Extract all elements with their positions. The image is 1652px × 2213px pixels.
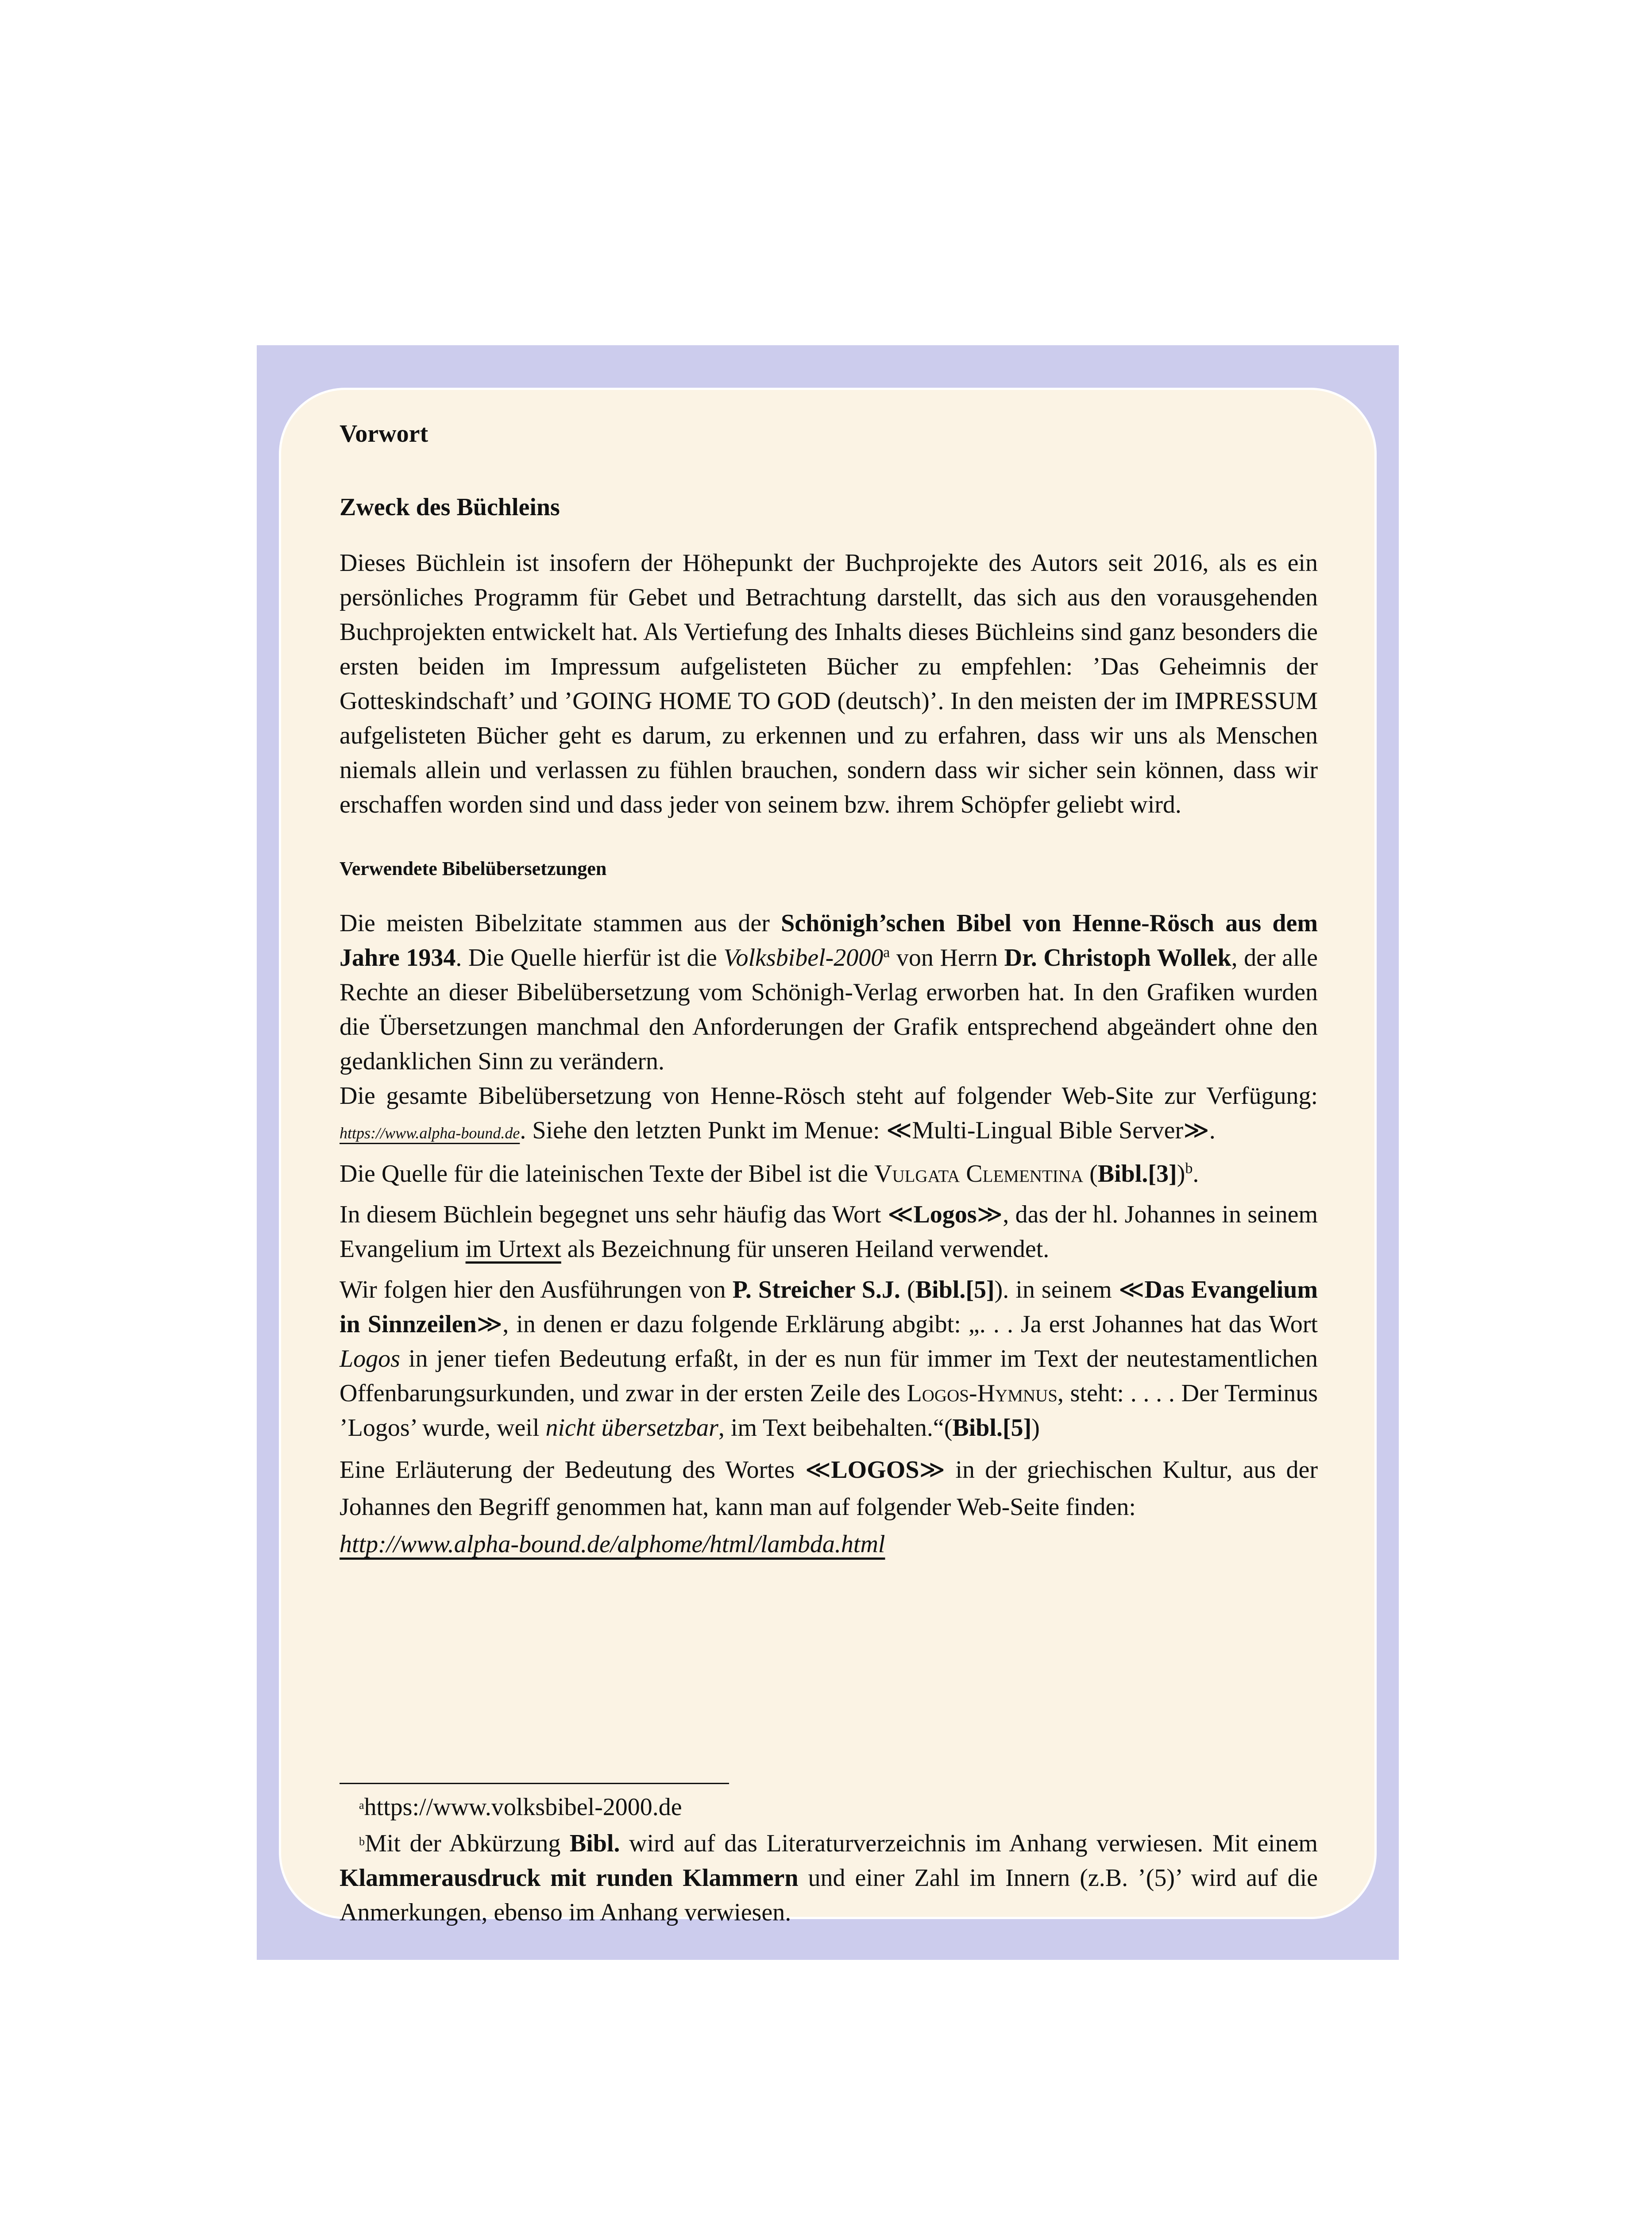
footnote-a bbox=[340, 1788, 1318, 1824]
text-run: , der alle Rechte an dieser Bibelübersetzung vom Schönigh-Verlag erworben hat. In den Grafiken wurden die Übersetzungen manchmal den Anforderungen der Grafik entsprechend abgeändert ohne den gedanklichen Sinn zu verändern. bbox=[340, 944, 1318, 1075]
bracket-expression-term: Klammerausdruck mit runden Klammern bbox=[340, 1864, 799, 1892]
lambda-page-link[interactable]: http://www.alpha-bound.de/alphome/html/lambda.html bbox=[340, 1531, 885, 1558]
text-run: ≫ in der griechischen Kultur, aus der Johannes den Begriff genommen hat, kann man auf folgender Web-Seite finden: bbox=[340, 1456, 1318, 1521]
bible-edition-name: Schönigh’schen Bibel von Henne-Rösch aus dem Jahre 1934 bbox=[340, 910, 1318, 972]
text-run: wird auf das Literaturverzeichnis im Anhang verwiesen. Mit einem bbox=[620, 1830, 1318, 1857]
logos-term: Logos bbox=[340, 1345, 400, 1373]
author-name: P. Streicher S.J. bbox=[732, 1276, 900, 1303]
purpose-paragraph: Dieses Büchlein ist insofern der Höhepunkt der Buchprojekte des Autors seit 2016, als es ein persönliches Programm für Gebet und Betrachtung darstellt, das sich aus den vorausgehenden Buchprojekten entwickelt hat. Als Vertiefung des Inhalts dieses Büchleins sind ganz besonders die ersten beiden im Impressum aufgelisteten Bücher zu empfehlen: ’Das Geheimnis der Gotteskindschaft’ und ’GOING HOME TO GOD (deutsch)’. In den meisten der im IMPRESSUM aufgelisteten Bücher geht es darum, zu erkennen und zu erfahren, dass wir uns als Menschen niemals allein und verlassen zu fühlen brauchen, sondern dass wir sicher sein können, dass wir erschaffen worden sind und dass jeder von seinem bzw. ihrem Schöpfer geliebt wird. bbox=[340, 549, 1318, 818]
translations-paragraph-2 bbox=[340, 1079, 1318, 1150]
page-title: Vorwort bbox=[340, 420, 428, 447]
footnote-rule bbox=[340, 1783, 729, 1784]
vulgata-title: Vulgata Clementina bbox=[874, 1160, 1084, 1187]
section-title-translations: Verwendete Bibelübersetzungen bbox=[340, 858, 607, 879]
footnote-b bbox=[340, 1824, 1318, 1930]
footnote-ref-a[interactable]: a bbox=[883, 944, 890, 961]
text-run: In diesem Büchlein begegnet uns sehr häufig das Wort ≪ bbox=[340, 1201, 914, 1228]
bibl-reference: Bibl.[3] bbox=[1097, 1160, 1177, 1187]
footnote-mark: a bbox=[359, 1799, 364, 1812]
text-run: . Siehe den letzten Punkt im Menue: ≪Multi-Lingual Bible Server≫. bbox=[520, 1117, 1216, 1144]
text-run: Eine Erläuterung der Bedeutung des Wortes ≪ bbox=[340, 1456, 831, 1484]
underlined-term: im Urtext bbox=[465, 1235, 561, 1263]
text-run: Die Quelle für die lateinischen Texte der Bibel ist die bbox=[340, 1160, 874, 1187]
emphasis: nicht übersetzbar bbox=[545, 1414, 718, 1442]
hymn-title: Logos-Hymnus bbox=[907, 1380, 1058, 1407]
text-run: ( bbox=[1083, 1160, 1098, 1187]
text-run: als Bezeichnung für unseren Heiland verwendet. bbox=[561, 1235, 1050, 1263]
text-run: , im Text beibehalten.“( bbox=[718, 1414, 953, 1442]
alpha-bound-link[interactable]: https://www.alpha-bound.de bbox=[340, 1124, 520, 1142]
section-title-purpose: Zweck des Büchleins bbox=[340, 493, 560, 521]
text-run: Wir folgen hier den Ausführungen von bbox=[340, 1276, 733, 1303]
bibl-reference: Bibl.[5] bbox=[915, 1276, 995, 1303]
bibl-reference: Bibl.[5] bbox=[952, 1414, 1032, 1442]
text-run: Die meisten Bibelzitate stammen aus der bbox=[340, 910, 781, 937]
text-run: und einer Zahl im Innern (z.B. ’(5)’ wird auf die Anmerkungen, ebenso im Anhang verwiesen. bbox=[340, 1864, 1318, 1926]
text-run: ( bbox=[900, 1276, 915, 1303]
translations-paragraph-3 bbox=[340, 1157, 1318, 1191]
text-run: ) bbox=[1177, 1160, 1185, 1187]
translations-paragraph-1 bbox=[340, 906, 1318, 1079]
footnote-ref-b[interactable]: b bbox=[1185, 1160, 1193, 1177]
book-title: Das Evangelium in Sinnzeilen bbox=[340, 1276, 1318, 1338]
text-run: ≫, in denen er dazu folgende Erklärung abgibt: „. . . Ja erst Johannes hat das Wort bbox=[476, 1311, 1318, 1338]
translations-paragraph-4 bbox=[340, 1197, 1318, 1266]
bibl-abbrev: Bibl. bbox=[569, 1830, 620, 1857]
document-body bbox=[340, 418, 1318, 1563]
person-name: Dr. Christoph Wollek bbox=[1004, 944, 1231, 972]
translations-paragraph-5 bbox=[340, 1272, 1318, 1445]
text-run: ). in seinem ≪ bbox=[994, 1276, 1145, 1303]
text-run: Die gesamte Bibelübersetzung von Henne-Rösch steht auf folgender Web-Site zur Verfügung: bbox=[340, 1082, 1318, 1110]
text-run: von Herrn bbox=[890, 944, 1004, 972]
footnotes bbox=[340, 1788, 1318, 1930]
footnote-mark: b bbox=[359, 1835, 365, 1848]
logos-term: Logos bbox=[913, 1201, 977, 1228]
volksbibel-title: Volksbibel-2000 bbox=[723, 944, 884, 972]
text-run: in jener tiefen Bedeutung erfaßt, in der es nun für immer im Text der neutestamentlichen Offenbarungsurkunden, und zwar in der ersten Zeile des bbox=[340, 1345, 1318, 1407]
text-run: . Die Quelle hierfür ist die bbox=[455, 944, 724, 972]
logos-term: LOGOS bbox=[831, 1456, 919, 1484]
footnote-text: https://www.volksbibel-2000.de bbox=[364, 1793, 682, 1821]
text-run: Mit der Abkürzung bbox=[365, 1830, 570, 1857]
text-run: . bbox=[1193, 1160, 1199, 1187]
text-run: ≫, das der hl. Johannes in seinem Evangelium bbox=[340, 1201, 1318, 1263]
text-run: ) bbox=[1031, 1414, 1040, 1442]
text-run: , steht: . . . . Der Terminus ’Logos’ wurde, weil bbox=[340, 1380, 1318, 1442]
translations-paragraph-6 bbox=[340, 1451, 1318, 1563]
